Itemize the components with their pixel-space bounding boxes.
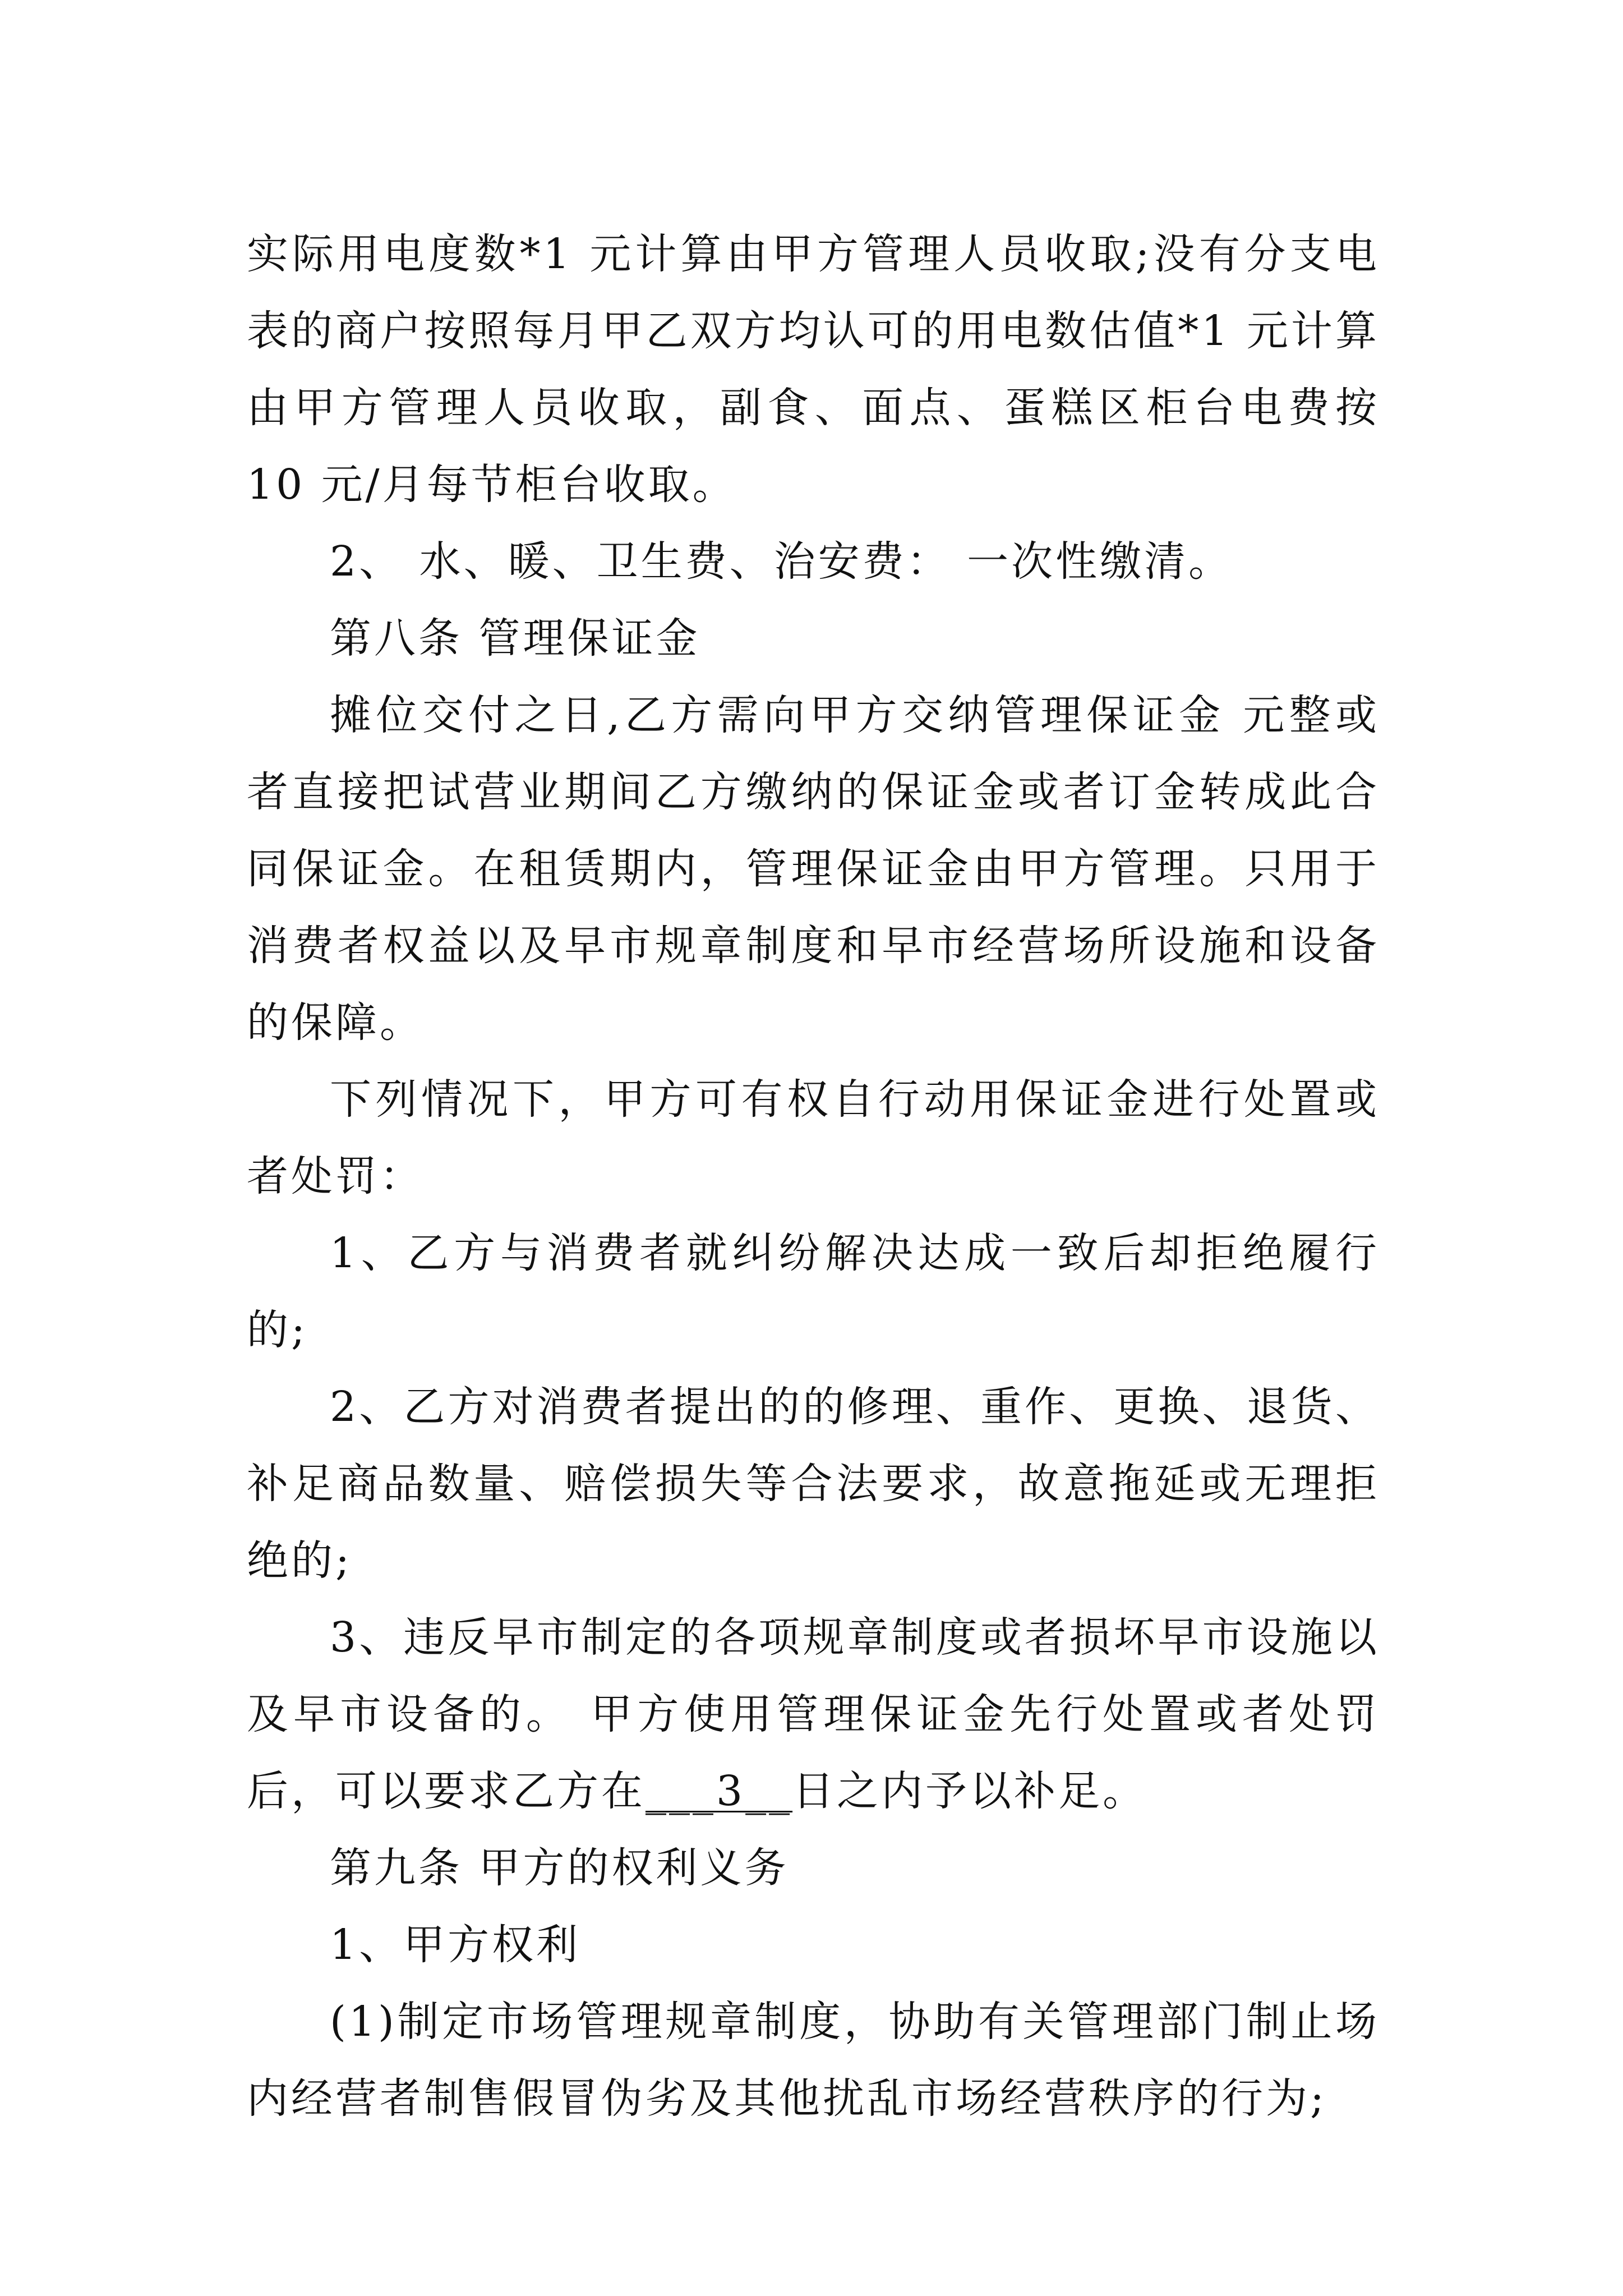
heading-article-8: 第八条 管理保证金: [330, 614, 700, 662]
paragraph-water-heating-fee: 2、 水、暖、卫生费、治安费： 一次性缴清。: [330, 537, 1233, 586]
list-item-3: [247, 1599, 1380, 1830]
list-item-3-text: 3、违反早市制定的各项规章制度或者损坏早市设施以及早市设备的。 甲方使用管理保证金先行处置或者处罚后，: [247, 1613, 1380, 1815]
list-item-2: 2、乙方对消费者提出的的修理、重作、更换、退货、补足商品数量、赔偿损失等合法要求，故意拖延或无理拒绝的;: [247, 1383, 1380, 1585]
days-blank: ___3__: [645, 1767, 793, 1815]
list-item-1: 1、乙方与消费者就纠纷解决达成一致后却拒绝履行的;: [247, 1229, 1380, 1354]
paragraph-electricity-fee: 实际用电度数*1 元计算由甲方管理人员收取;没有分支电表的商户按照每月甲乙双方均认可的用电数估值*1 元计算由甲方管理人员收取，副食、面点、蛋糕区柜台电费按 10 元/月每节柜台收取。: [247, 230, 1380, 509]
paragraph-deposit: 摊位交付之日,乙方需向甲方交纳管理保证金 元整或者直接把试营业期间乙方缴纳的保证金或者订金转成此合同保证金。在租赁期内，管理保证金由甲方管理。只用于消费者权益以及早市规章制度和早市经营场所设施和设备的保障。: [247, 691, 1380, 1047]
paragraph-deposit-cases: 下列情况下，甲方可有权自行动用保证金进行处置或者处罚：: [247, 1075, 1380, 1200]
subheading-party-a-rights: 1、甲方权利: [330, 1921, 581, 1969]
document-body: [247, 216, 1380, 2137]
list-item-3-cont-suffix: 日之内予以补足。: [792, 1767, 1147, 1815]
paragraph-right-1: (1)制定市场管理规章制度，协助有关管理部门制止场内经营者制售假冒伪劣及其他扰乱市场经营秩序的行为;: [247, 1998, 1380, 2123]
list-item-3-cont-prefix: 可以要求乙方在: [335, 1767, 645, 1815]
heading-article-9: 第九条 甲方的权利义务: [330, 1844, 789, 1892]
